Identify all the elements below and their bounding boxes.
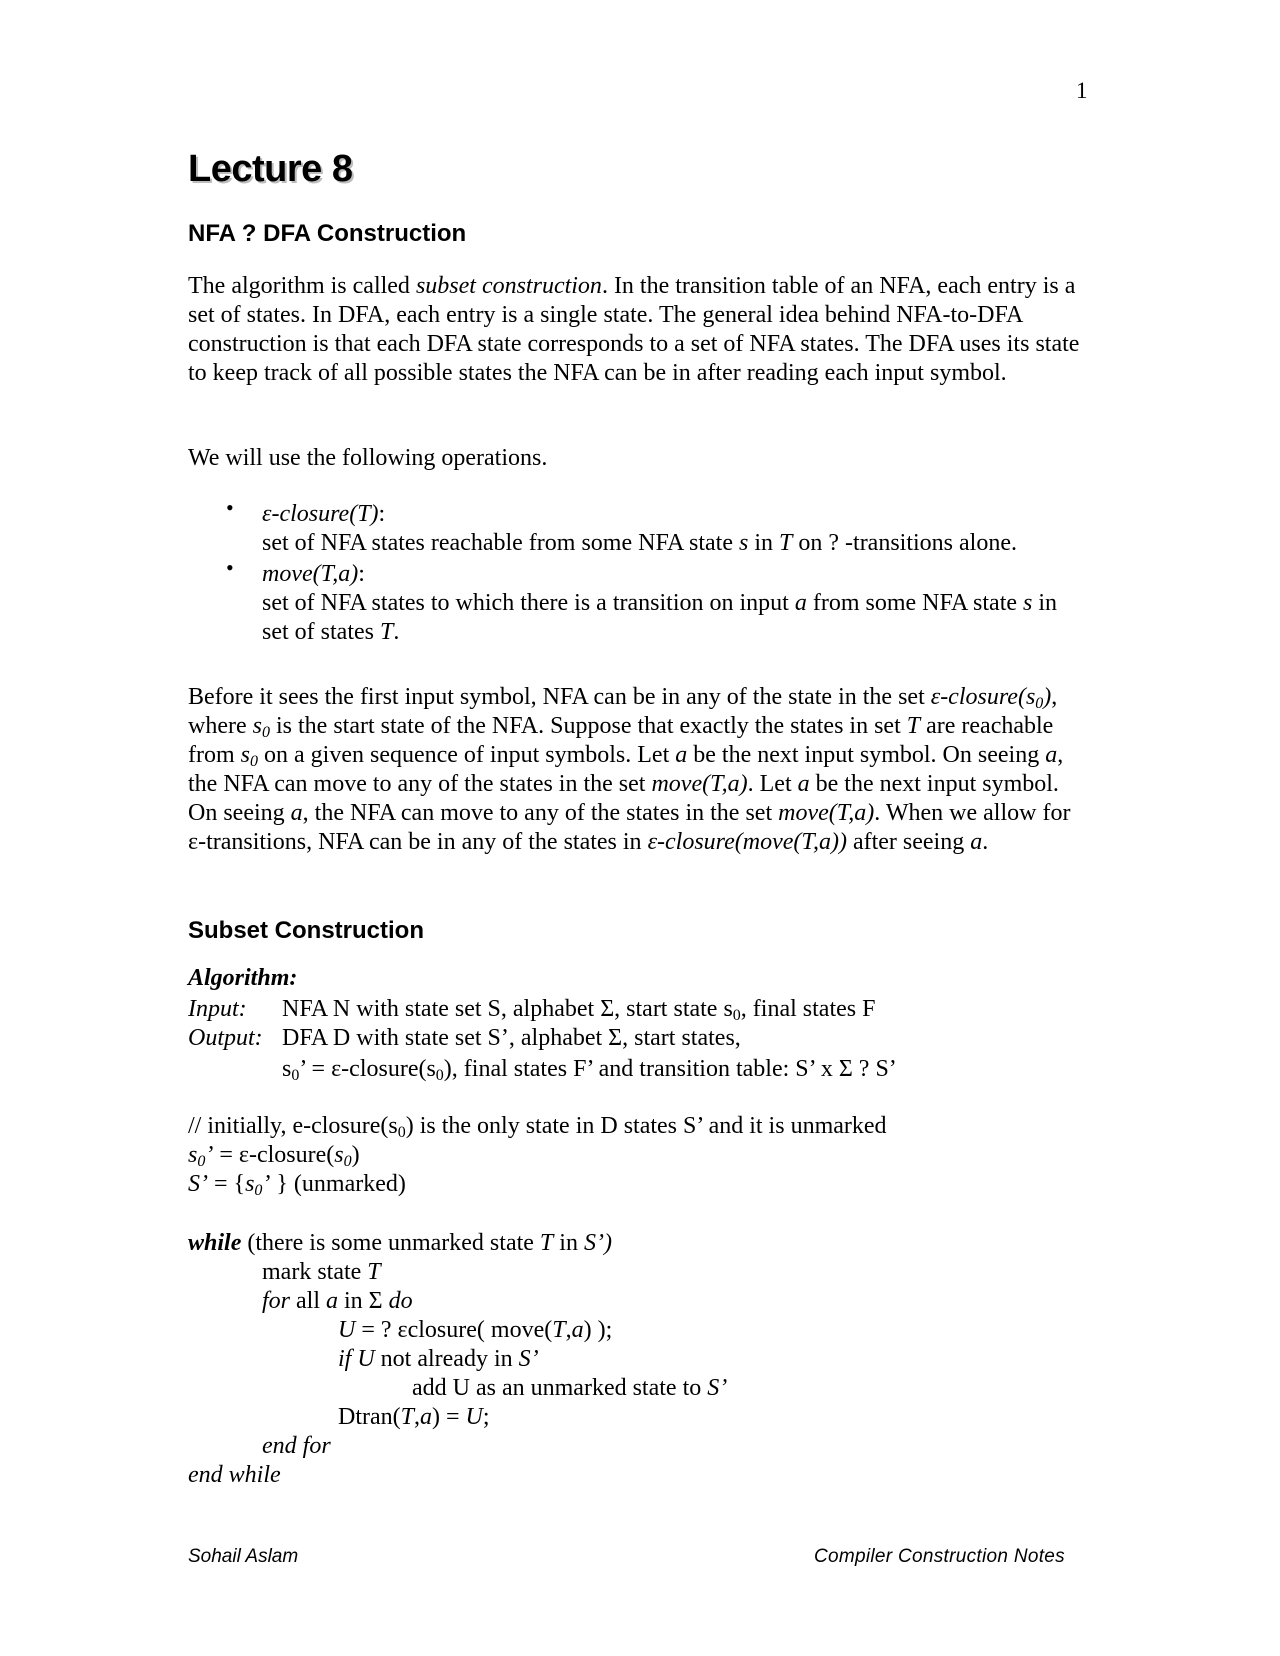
footer-author: Sohail Aslam [188, 1546, 299, 1567]
term: move(T,a) [262, 561, 359, 587]
text: all [290, 1288, 327, 1314]
subscript: 0 [291, 1067, 300, 1084]
math: s [252, 713, 262, 739]
math: s [240, 742, 250, 768]
keyword-for: for [262, 1288, 291, 1314]
math: move(T,a) [651, 771, 748, 797]
text: in set of states [262, 590, 1058, 645]
var: S’ [188, 1171, 208, 1197]
text: , the NFA can move to any of the states in the set [188, 742, 1064, 797]
math: ε-closure(move(T,a)) [647, 829, 847, 855]
text: (there is some unmarked state [241, 1230, 540, 1256]
math: a [797, 771, 810, 797]
var: T [779, 530, 793, 556]
text: be the next input symbol. On seeing [188, 771, 1059, 826]
bullet-desc-move [262, 589, 1082, 647]
code-mark [262, 1258, 381, 1287]
math: ε-closure(s [930, 684, 1036, 710]
code-if [338, 1345, 539, 1374]
var: s [245, 1171, 255, 1197]
term: ε-closure(T) [262, 501, 379, 527]
operations-lead: We will use the following operations. [188, 445, 548, 471]
text: mark state [262, 1259, 368, 1285]
text: Dtran( [338, 1404, 401, 1430]
var: s [334, 1142, 344, 1168]
text: , final states F [740, 996, 876, 1022]
bullet-desc-eclosure [262, 529, 1082, 558]
text: // initially, e-closure(s [188, 1113, 398, 1139]
text: = { [208, 1171, 246, 1197]
subscript: 0 [250, 753, 258, 770]
text: ) is the only state in D states S’ and it is unmarked [405, 1113, 887, 1139]
algorithm-label: Algorithm: [188, 965, 298, 991]
output-label: Output: [188, 1025, 263, 1051]
text: ) ); [583, 1317, 613, 1343]
text: ) = [432, 1404, 466, 1430]
var: U [465, 1404, 483, 1430]
init-line-s0 [188, 1141, 360, 1170]
term-subset-construction: subset construction [415, 273, 602, 299]
text: = ε-closure( [213, 1142, 335, 1168]
var: U [338, 1317, 356, 1343]
text: in Σ [338, 1288, 389, 1314]
var: ’ [205, 1142, 214, 1168]
text: be the next input symbol. On seeing [687, 742, 1046, 768]
output-line-2 [282, 1055, 897, 1084]
init-comment [188, 1112, 887, 1141]
math: T [906, 713, 921, 739]
colon: : [378, 501, 386, 527]
text: = ? εclosure( move( [355, 1317, 553, 1343]
math: a [290, 800, 303, 826]
keyword-do: do [388, 1288, 413, 1314]
var: T [367, 1259, 381, 1285]
var: T [539, 1230, 554, 1256]
colon: : [358, 561, 365, 587]
var: s [1023, 590, 1033, 616]
subscript: 0 [732, 1007, 741, 1024]
subscript: 0 [197, 1153, 206, 1170]
subscript: 0 [254, 1182, 263, 1199]
subscript: 0 [435, 1067, 444, 1084]
text: add U as an unmarked state to [412, 1375, 708, 1401]
text: in [748, 530, 780, 556]
text: ; [482, 1404, 490, 1430]
var: s [188, 1142, 198, 1168]
intro-paragraph [188, 272, 1088, 388]
init-line-sprime [188, 1170, 406, 1199]
bullet-term-move [262, 560, 365, 589]
section-heading-nfa-dfa: NFA ? DFA Construction [188, 220, 467, 247]
var: a [571, 1317, 584, 1343]
var: ’ [262, 1171, 271, 1197]
text: . Let [747, 771, 798, 797]
var: T [400, 1404, 414, 1430]
text: set of NFA states reachable from some NFA state [262, 530, 739, 556]
text: . [393, 619, 400, 645]
text: Before it sees the first input symbol, NFA can be in any of the state in the set [188, 684, 931, 710]
text: s [282, 1056, 292, 1082]
text: The algorithm is called [188, 273, 416, 299]
bullet-marker: • [226, 495, 234, 520]
input-label: Input: [188, 996, 247, 1022]
code-while [188, 1229, 612, 1258]
text: not already in [374, 1346, 519, 1372]
text: from some NFA state [806, 590, 1024, 616]
text: , [565, 1317, 572, 1343]
text: after seeing [846, 829, 971, 855]
footer-title: Compiler Construction Notes [814, 1546, 1065, 1567]
var: T [379, 619, 394, 645]
text: , the NFA can move to any of the states in the set [302, 800, 779, 826]
text: , [414, 1404, 420, 1430]
math: a [675, 742, 688, 768]
bullet-marker: • [226, 555, 234, 580]
keyword-if: if U [338, 1346, 375, 1372]
code-u-assign [338, 1316, 612, 1345]
page-title: Lecture 8 [188, 148, 353, 190]
text: , where [188, 684, 1058, 739]
output-line-1: DFA D with state set S’, alphabet Σ, start states, [282, 1025, 741, 1051]
math: move(T,a) [778, 800, 875, 826]
subscript: 0 [1035, 695, 1044, 712]
text: . In the transition table of an NFA, each entry is a set of states. In DFA, each entry is a single state. The general idea behind NFA-to-DFA construction is that each DFA state corresponds to a set of NFA states. The DFA uses its state to keep track of all possible states the NFA can be in after reading each input symbol. [188, 273, 1080, 386]
var: a [326, 1288, 339, 1314]
bullet-term-eclosure [262, 500, 385, 529]
subscript: 0 [343, 1153, 352, 1170]
code-add [412, 1374, 727, 1403]
text: on ? -transitions alone. [792, 530, 1017, 556]
math: a [970, 829, 983, 855]
code-for [262, 1287, 413, 1316]
keyword-while: while [188, 1230, 242, 1256]
var: S’ [518, 1346, 539, 1372]
var: a [420, 1404, 432, 1430]
explanation-paragraph [188, 683, 1088, 857]
var: S’) [583, 1230, 612, 1256]
code-end-while: end while [188, 1462, 281, 1488]
text: ) [351, 1142, 360, 1168]
var: T [552, 1317, 566, 1343]
page-number: 1 [1076, 78, 1088, 103]
var: S’ [707, 1375, 728, 1401]
var: a [794, 590, 807, 616]
text: is the start state of the NFA. Suppose that exactly the states in set [269, 713, 907, 739]
text: set of NFA states to which there is a transition on input [262, 590, 795, 616]
text: ’ = ε-closure(s [299, 1056, 436, 1082]
code-dtran [338, 1403, 490, 1432]
var: s [739, 530, 749, 556]
text: . [982, 829, 989, 855]
input-text [282, 995, 875, 1024]
subscript: 0 [261, 724, 270, 741]
text: . When we allow for ε-transitions, NFA can be in any of the states in [188, 800, 1071, 855]
math: ) [1043, 684, 1052, 710]
text: on a given sequence of input symbols. Let [258, 742, 676, 768]
text: are reachable from [188, 713, 1054, 768]
text: ), final states F’ and transition table: S’ x Σ ? S’ [443, 1056, 897, 1082]
text: NFA N with state set S, alphabet Σ, start state s [282, 996, 733, 1022]
code-end-for: end for [262, 1433, 331, 1459]
text: } (unmarked) [270, 1171, 406, 1197]
section-heading-subset-construction: Subset Construction [188, 917, 425, 944]
math: a [1045, 742, 1058, 768]
text: in [553, 1230, 584, 1256]
subscript: 0 [397, 1124, 406, 1141]
